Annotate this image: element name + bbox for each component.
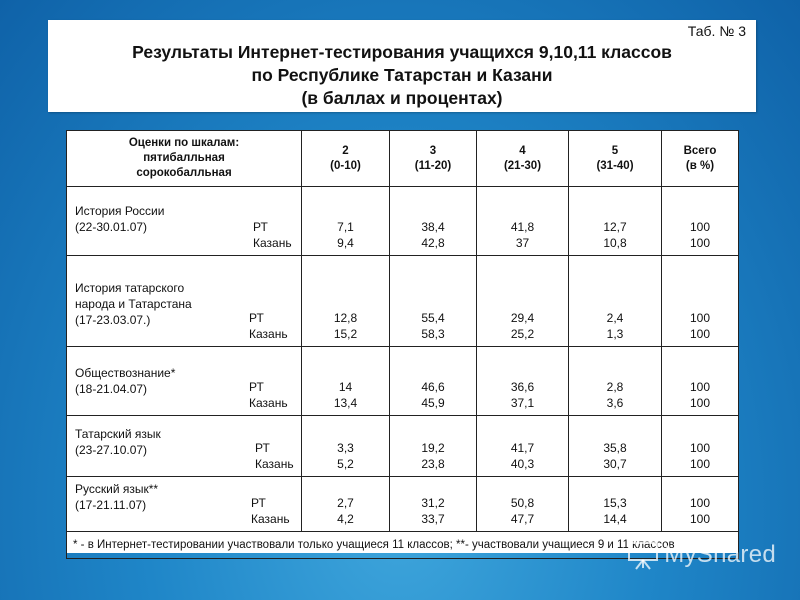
table-row [67,477,739,532]
value-cell [569,416,662,477]
value-rt: 2,8 [606,380,624,394]
presentation-board-icon [626,540,660,570]
value-cell [477,477,569,532]
value-kazan: 37 [515,236,530,250]
subject-cell [67,477,302,532]
value-rt: 100 [689,220,711,234]
region-label: РТ [249,311,264,325]
subject-line: (22-30.01.07) [75,220,148,234]
region-label: Казань [249,396,288,410]
table-number: Таб. № 3 [687,23,746,39]
subject-line: Русский язык** [75,482,159,496]
title-line-2: по Республике Татарстан и Казани [251,65,553,85]
value-cell [302,256,390,347]
value-cell [390,416,477,477]
region-labels [249,310,288,342]
value-cell [302,187,390,256]
value-rt: 15,3 [603,496,627,510]
value-cell [302,416,390,477]
value-kazan: 45,9 [421,396,445,410]
subject-cell [67,256,302,347]
column-grade: 3 [429,144,437,157]
watermark-text: MyShared [664,541,776,568]
table-row [67,347,739,416]
column-range: (11-20) [414,159,452,172]
subject-cell [67,347,302,416]
value-kazan: 40,3 [510,457,535,471]
value-rt: 55,4 [421,311,445,325]
value-cell [302,477,390,532]
value-cell [390,256,477,347]
value-rt: 12,8 [333,311,358,325]
region-label: Казань [251,512,290,526]
value-kazan: 13,4 [333,396,358,410]
value-cell [390,477,477,532]
value-kazan: 58,3 [421,327,445,341]
column-range: (31-40) [596,159,634,172]
value-kazan: 37,1 [510,396,535,410]
column-grade: 4 [519,144,526,157]
value-kazan: 10,8 [603,236,627,250]
value-rt: 46,6 [421,380,445,394]
value-rt: 14 [338,380,353,394]
subject-line: Обществознание* [75,366,176,380]
subject-line: История татарского [75,281,185,295]
value-rt: 100 [689,496,711,510]
value-kazan: 42,8 [421,236,445,250]
subject-line: (17-23.03.07.) [75,313,151,327]
region-label: Казань [249,327,288,341]
title-line-1: Результаты Интернет-тестирования учащихся 9,10,11 классов [132,42,672,62]
column-header-grade-5 [569,131,662,187]
column-grade: Всего [683,144,717,157]
value-kazan: 9,4 [337,236,354,250]
value-cell [477,256,569,347]
value-rt: 31,2 [421,496,445,510]
value-rt: 29,4 [510,311,535,325]
region-labels [249,379,288,411]
value-cell [662,416,739,477]
subject-cell [67,187,302,256]
value-kazan: 5,2 [337,457,354,471]
value-kazan: 15,2 [333,327,358,341]
region-label: Казань [255,457,294,471]
value-kazan: 14,4 [603,512,627,526]
value-cell [569,477,662,532]
region-label: РТ [253,220,268,234]
value-kazan: 47,7 [510,512,535,526]
value-rt: 50,8 [510,496,535,510]
value-cell [662,477,739,532]
value-kazan: 33,7 [421,512,445,526]
region-labels [253,219,292,251]
value-kazan: 100 [689,457,711,471]
value-cell [662,347,739,416]
subject-line: Татарский язык [75,427,161,441]
subject-cell [67,416,302,477]
column-range: (в %) [685,159,715,172]
table-row [67,416,739,477]
column-header-grade-2 [302,131,390,187]
value-rt: 7,1 [337,220,354,234]
value-cell [662,256,739,347]
value-rt: 2,4 [606,311,624,325]
scale-header-line: пятибалльная [143,152,225,164]
value-rt: 41,7 [510,441,535,455]
column-range: (0-10) [330,159,361,172]
value-kazan: 30,7 [603,457,627,471]
value-cell [569,347,662,416]
value-rt: 100 [689,311,711,325]
value-rt: 100 [689,441,711,455]
table-header-row [67,131,739,187]
value-cell [662,187,739,256]
region-labels [251,495,290,527]
column-range: (21-30) [503,159,542,172]
value-rt: 38,4 [421,220,445,234]
region-label: РТ [255,441,270,455]
subject-line: (23-27.10.07) [75,443,148,457]
watermark [626,540,776,570]
value-cell [569,187,662,256]
subject-line: народа и Татарстана [75,297,192,311]
value-kazan: 3,6 [606,396,624,410]
scale-header-line: сорокобалльная [136,167,232,179]
value-cell [390,347,477,416]
footnote: * - в Интернет-тестировании участвовали только учащиеся 11 классов; **- участвовали учащиеся 9 и 11 классов [67,532,739,559]
title-panel [48,20,756,112]
scale-header-line: Оценки по шкалам: [128,137,240,149]
region-labels [255,440,294,472]
column-header-total [662,131,739,187]
value-kazan: 25,2 [510,327,535,341]
value-kazan: 23,8 [421,457,445,471]
subject-line: (17-21.11.07) [75,498,147,512]
value-rt: 100 [689,380,711,394]
value-rt: 3,3 [337,441,354,455]
value-kazan: 100 [689,327,711,341]
value-kazan: 100 [689,512,711,526]
value-kazan: 4,2 [337,512,354,526]
region-label: РТ [249,380,264,394]
value-kazan: 100 [689,236,711,250]
subject-line: История России [75,204,165,218]
value-rt: 12,7 [603,220,627,234]
results-table-container [66,130,738,553]
table-row [67,256,739,347]
column-header-grade-3 [390,131,477,187]
table-row [67,187,739,256]
subject-line: (18-21.04.07) [75,382,148,396]
value-cell [477,187,569,256]
region-label: Казань [253,236,292,250]
value-kazan: 1,3 [606,327,624,341]
value-rt: 2,7 [337,496,354,510]
results-table [66,130,739,559]
value-cell [390,187,477,256]
value-kazan: 100 [689,396,711,410]
scale-header-cell [67,131,302,187]
value-rt: 36,6 [510,380,535,394]
value-cell [477,416,569,477]
value-cell [302,347,390,416]
column-grade: 5 [611,144,619,157]
region-label: РТ [251,496,266,510]
value-rt: 19,2 [421,441,445,455]
value-cell [569,256,662,347]
column-grade: 2 [342,144,349,157]
value-rt: 41,8 [510,220,535,234]
value-rt: 35,8 [603,441,627,455]
value-cell [477,347,569,416]
title-line-3: (в баллах и процентах) [301,88,503,108]
column-header-grade-4 [477,131,569,187]
